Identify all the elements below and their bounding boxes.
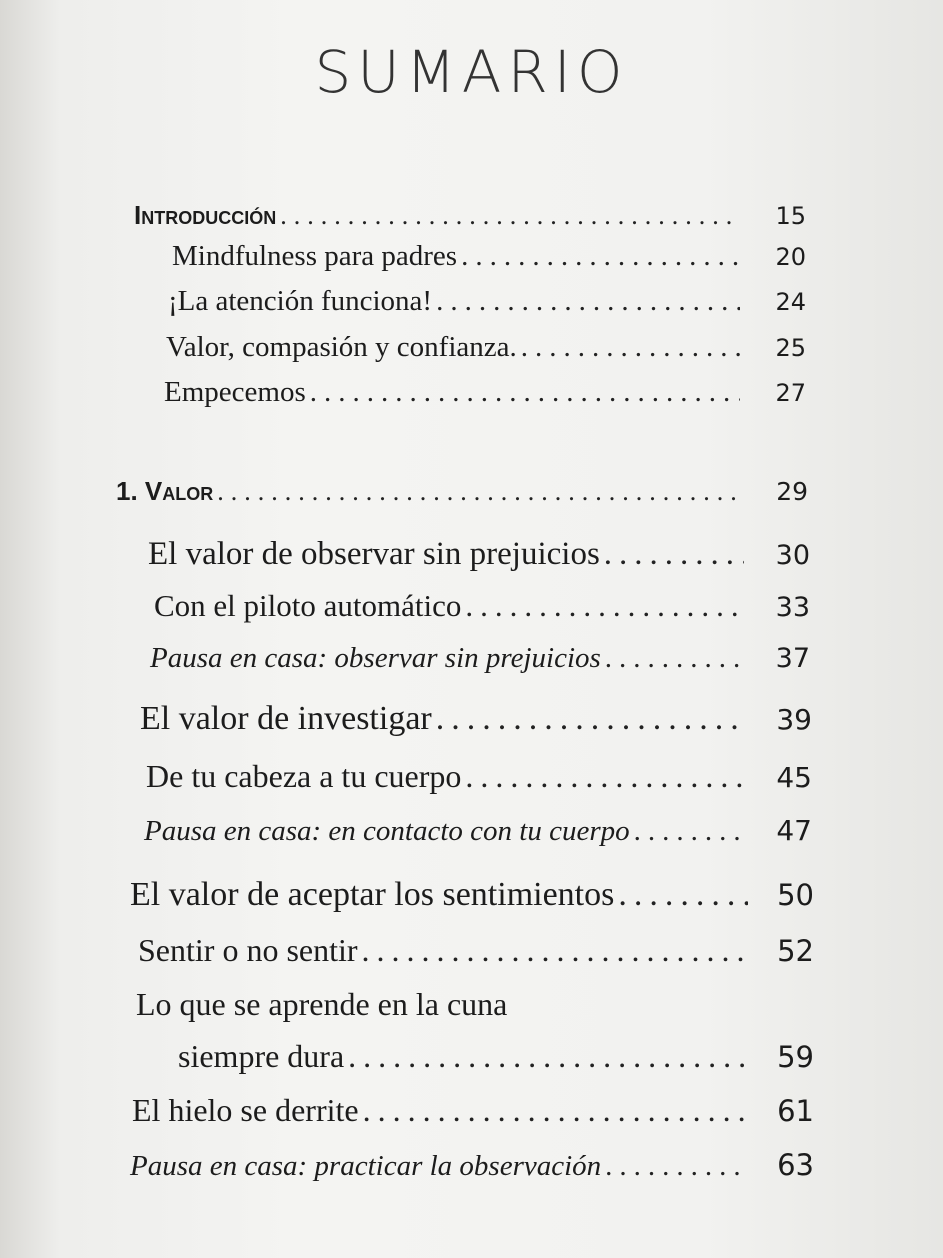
toc-label: Introducción [134, 200, 277, 230]
toc-leader-dots [465, 758, 746, 795]
toc-leader-dots [461, 240, 740, 273]
toc-label: Pausa en casa: practicar la observación [130, 1150, 602, 1182]
toc-leader-dots [465, 588, 744, 624]
toc-entry[interactable] [146, 758, 812, 795]
toc-entry[interactable] [130, 1148, 814, 1183]
toc-page-number: 39 [776, 703, 812, 736]
toc-page-number: 15 [775, 202, 806, 230]
toc-leader-dots [604, 536, 744, 573]
toc-label: Empecemos [164, 376, 306, 408]
toc-page-number: 50 [777, 878, 814, 912]
toc-label: De tu cabeza a tu cuerpo [146, 758, 462, 794]
toc-label: El valor de observar sin prejuicios [148, 536, 600, 572]
toc-heading-valor[interactable] [116, 476, 808, 507]
toc-label: 1. Valor [116, 476, 214, 506]
toc-label: El valor de investigar [140, 700, 432, 737]
toc-entry[interactable] [130, 876, 814, 914]
toc-label: Valor, compasión y confianza. [166, 331, 517, 363]
toc-entry[interactable] [148, 536, 810, 573]
toc-leader-dots [436, 700, 746, 738]
toc-leader-dots [634, 815, 746, 848]
toc-leader-dots [310, 376, 740, 409]
toc-page-number: 25 [775, 334, 806, 362]
toc-label: El valor de aceptar los sentimientos [130, 876, 615, 913]
toc-leader-dots [217, 477, 742, 507]
toc-page-number: 37 [775, 643, 810, 674]
toc-leader-dots [605, 1150, 748, 1183]
toc-entry[interactable] [140, 700, 812, 738]
toc-heading-introduccion[interactable] [134, 200, 806, 231]
toc-entry[interactable] [164, 376, 806, 409]
toc-label: Pausa en casa: en contacto con tu cuerpo [144, 815, 630, 847]
toc-leader-dots [280, 201, 740, 231]
toc-label: Con el piloto automático [154, 588, 462, 623]
toc-page-number: 52 [777, 934, 814, 968]
toc-label: Pausa en casa: observar sin prejuicios [150, 642, 601, 674]
toc-label: ¡La atención funciona! [168, 285, 433, 317]
toc-leader-dots [436, 285, 740, 318]
toc-page-number: 30 [775, 540, 810, 571]
toc-page-number: 63 [777, 1148, 814, 1182]
toc-page-number: 29 [776, 477, 808, 506]
toc-label: El hielo se derrite [132, 1092, 359, 1128]
toc-leader-dots [362, 932, 748, 969]
toc-entry[interactable] [166, 331, 806, 364]
toc-entry[interactable] [172, 240, 806, 273]
toc-entry[interactable] [154, 588, 810, 624]
page-title: SUMARIO [314, 38, 629, 106]
toc-leader-dots [618, 876, 748, 914]
toc-entry[interactable] [132, 1092, 814, 1129]
toc-page-number: 20 [775, 243, 806, 271]
toc-entry-line1[interactable] [136, 986, 814, 1023]
toc-label: Lo que se aprende en la cuna [136, 986, 508, 1022]
toc-label: Mindfulness para padres [172, 240, 458, 272]
toc-page-number: 27 [775, 379, 806, 407]
toc-entry[interactable] [144, 814, 812, 848]
toc-page-number: 59 [777, 1040, 814, 1074]
toc-label: Sentir o no sentir [138, 932, 358, 968]
toc-entry[interactable] [150, 642, 810, 675]
toc-entry[interactable] [168, 285, 806, 318]
toc-entry-line2[interactable] [178, 1038, 814, 1075]
toc-leader-dots [348, 1038, 748, 1075]
toc-label: siempre dura [178, 1038, 345, 1074]
toc-leader-dots [521, 331, 740, 364]
toc-page-number: 47 [776, 814, 812, 847]
toc-leader-dots [605, 642, 744, 675]
toc-page-number: 24 [775, 288, 806, 316]
toc-page-number: 33 [775, 592, 810, 623]
toc-page-number: 45 [776, 761, 812, 794]
toc-entry[interactable] [138, 932, 814, 969]
toc-page-number: 61 [777, 1094, 814, 1128]
toc-leader-dots [363, 1092, 748, 1129]
